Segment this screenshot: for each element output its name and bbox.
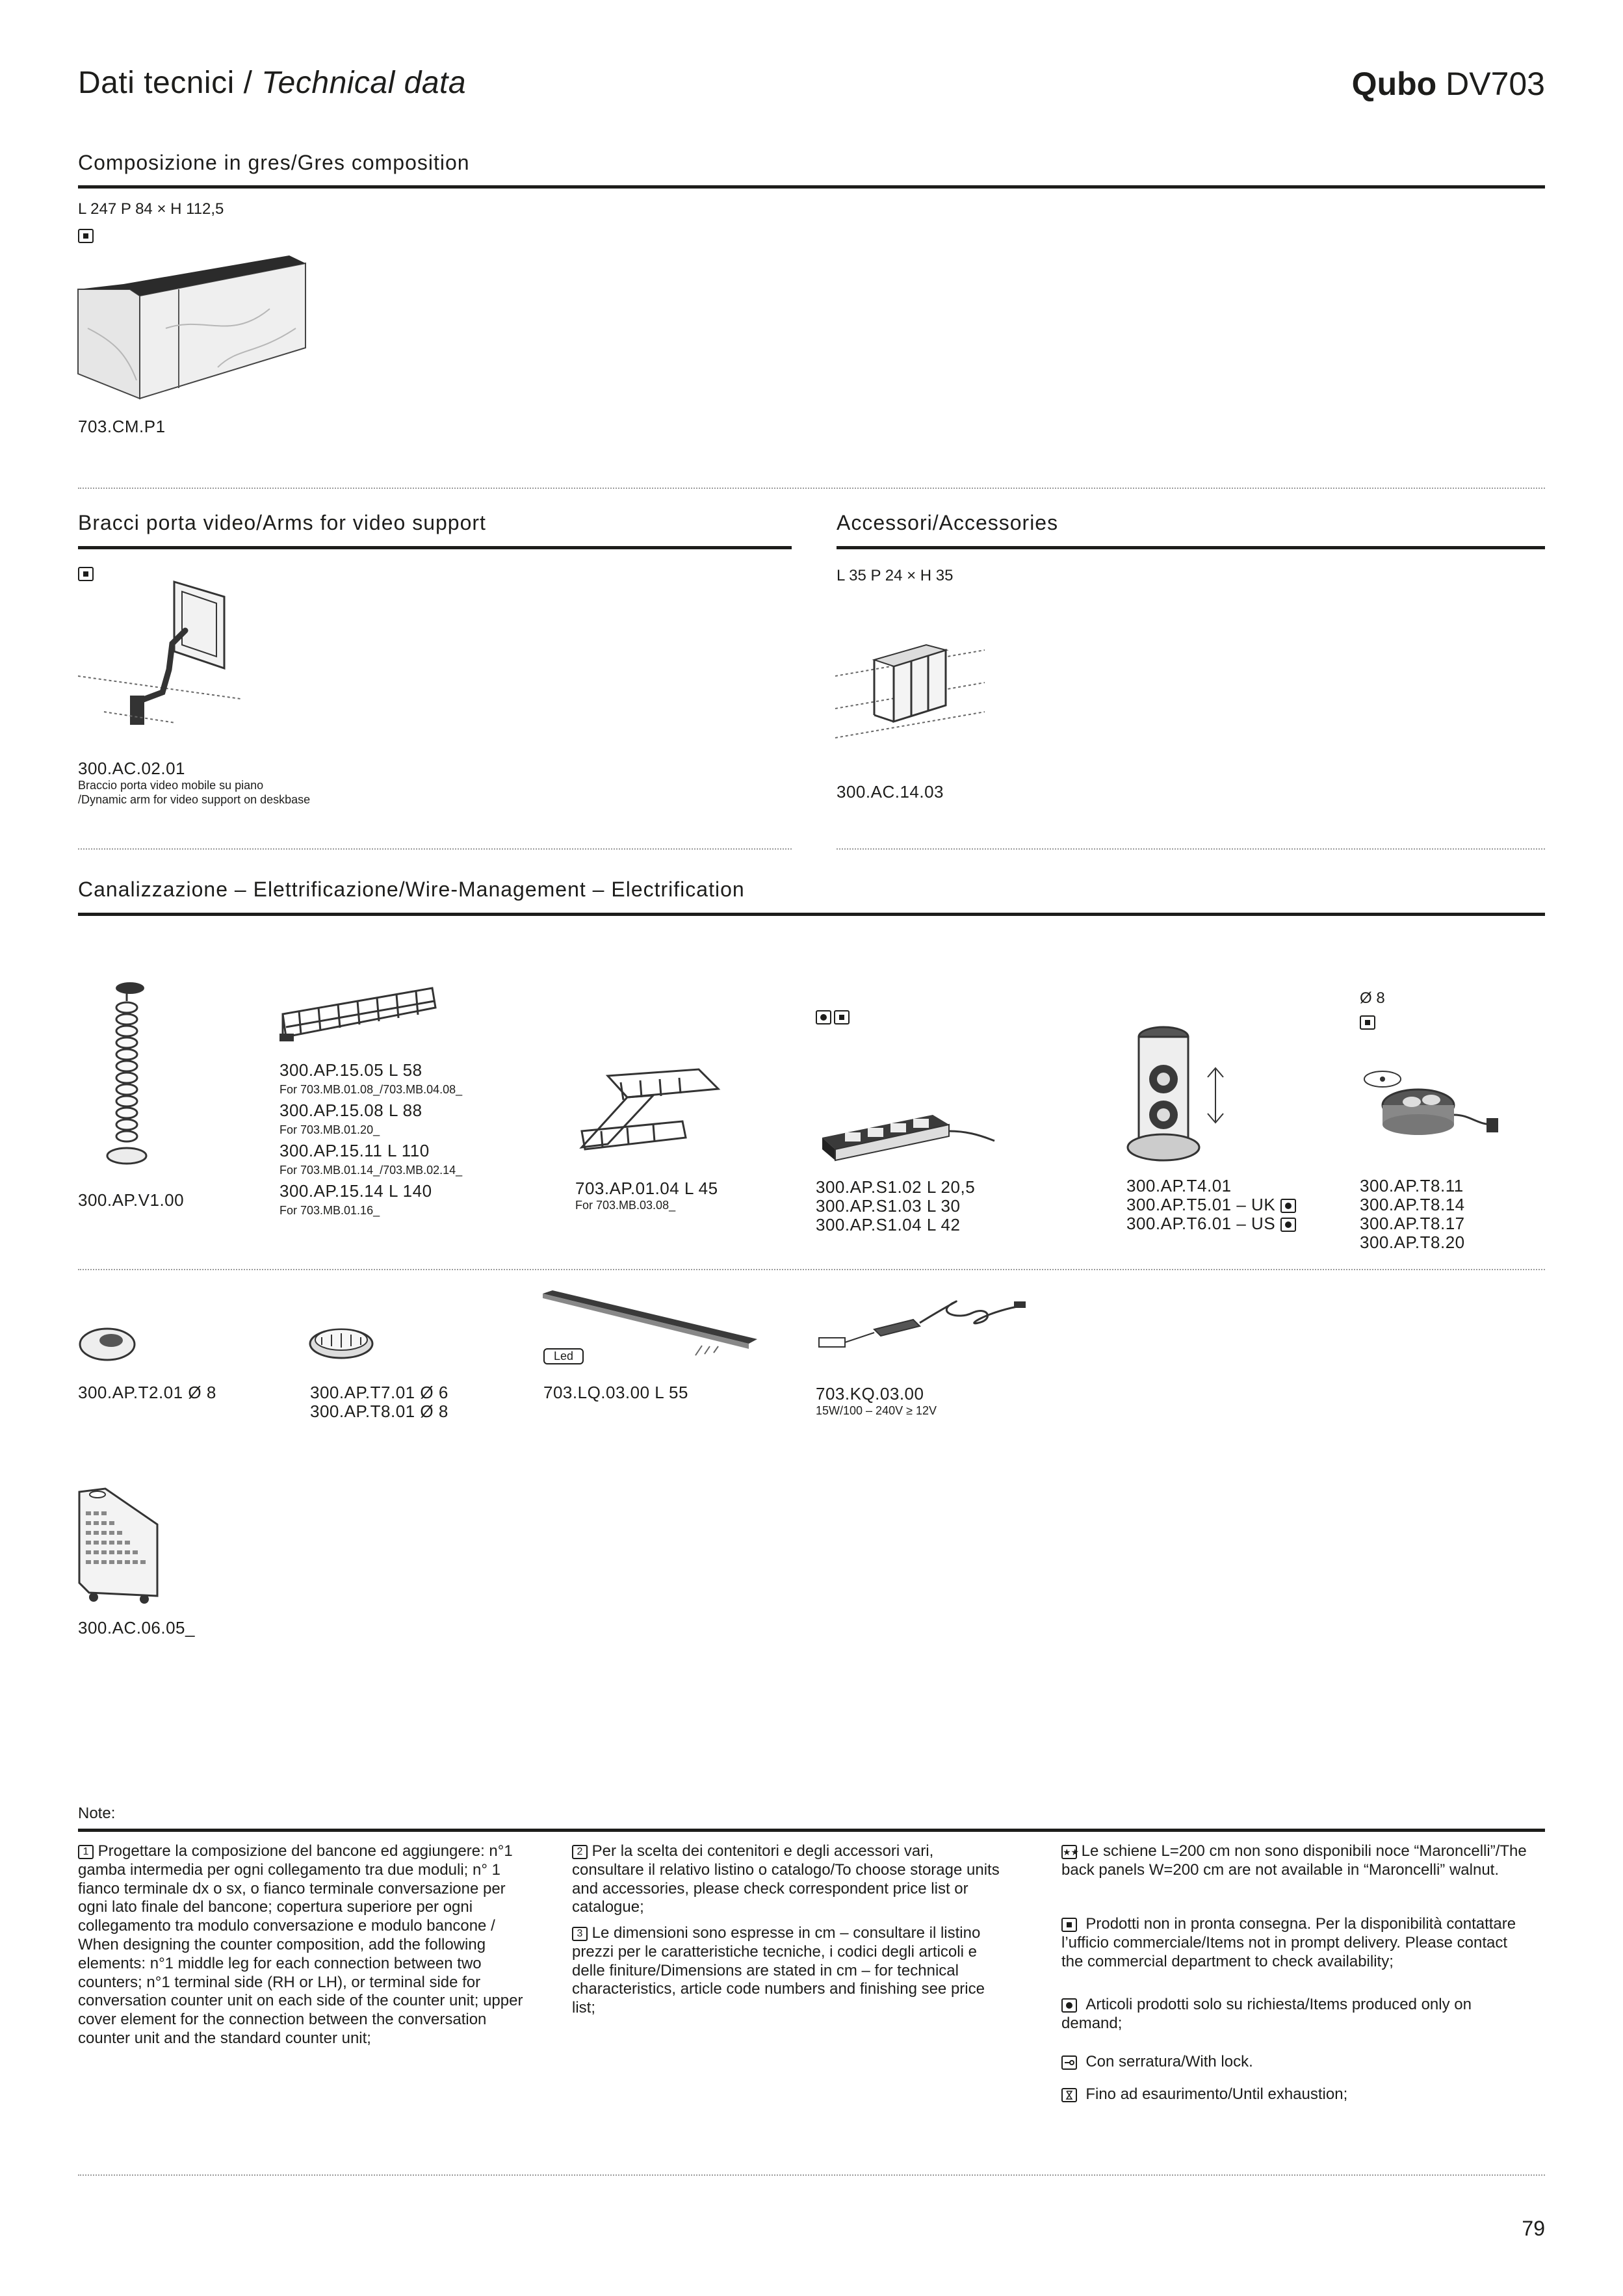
availability-icons xyxy=(816,1010,850,1024)
cpu-stand-illustration xyxy=(73,1485,164,1609)
tray-code: 300.AP.15.08 L 88 xyxy=(279,1101,422,1120)
brand-model xyxy=(1352,65,1545,103)
led-driver-code: 703.KQ.03.00 xyxy=(816,1384,924,1403)
corner-tray-illustration xyxy=(569,1060,728,1164)
round-socket-codes xyxy=(1360,1177,1465,1252)
note-stars-text: Le schiene L=200 cm non sono disponibili noce “Maroncelli”/The back panels W=200 cm are not available in “Maroncelli” walnut. xyxy=(1061,1842,1527,1879)
title-italian: Dati tecnici / xyxy=(78,66,253,100)
page-number: 79 xyxy=(1522,2217,1545,2240)
arm-code: 300.AC.02.01 xyxy=(78,759,186,778)
note-2-icon: 2 xyxy=(572,1845,588,1859)
tray-compatibility: For 703.MB.01.20_ xyxy=(279,1123,380,1136)
tray-code: 300.AP.15.14 L 140 xyxy=(279,1181,432,1201)
wire-section-rule xyxy=(78,913,1545,916)
gres-dimensions: L 247 P 84 × H 112,5 xyxy=(78,200,224,218)
tray-compatibility: For 703.MB.01.14_/703.MB.02.14_ xyxy=(279,1164,463,1177)
accessories-code: 300.AC.14.03 xyxy=(837,782,944,802)
accessories-dimensions: L 35 P 24 × H 35 xyxy=(837,567,954,584)
divider xyxy=(78,2174,1545,2176)
popup-socket-code: 300.AP.T4.01 xyxy=(1126,1176,1232,1195)
note-lock-text: Con serratura/With lock. xyxy=(1085,2053,1253,2070)
power-strip-code: 300.AP.S1.02 L 20,5 xyxy=(816,1177,976,1197)
popup-socket-illustration xyxy=(1124,1024,1235,1173)
tray-code: 300.AP.15.05 L 58 xyxy=(279,1060,422,1080)
tray-compatibility: For 703.MB.01.16_ xyxy=(279,1204,380,1217)
hourglass-icon xyxy=(1061,2088,1077,2102)
grommet-illustration xyxy=(75,1320,140,1365)
accessories-section-rule xyxy=(837,546,1545,549)
note-stars xyxy=(1061,1842,1529,1880)
gres-code: 703.CM.P1 xyxy=(78,417,166,436)
accessories-section-title: Accessori/Accessories xyxy=(837,511,1059,534)
note-3-text: Le dimensioni sono espresse in cm – consultare il listino prezzi per le caratteristiche tecniche, i codici degli articoli e delle finiture/Dimensions are stated in cm – for technical characteristics, article code numbers and finishing see price list; xyxy=(572,1924,985,2017)
led-badge: Led xyxy=(543,1348,584,1364)
popup-socket-code: 300.AP.T5.01 – UK xyxy=(1126,1195,1296,1214)
round-socket-illustration xyxy=(1360,1053,1503,1144)
note-2 xyxy=(572,1842,1007,1917)
stars-icon: ★★ xyxy=(1061,1845,1077,1859)
on-demand-icon xyxy=(816,1010,831,1024)
not-in-stock-icon xyxy=(1061,1918,1077,1932)
led-driver-spec: 15W/100 – 240V ≥ 12V xyxy=(816,1404,937,1417)
cpu-stand-code: 300.AC.06.05_ xyxy=(78,1618,195,1637)
round-socket-code: 300.AP.T8.17 xyxy=(1360,1214,1465,1234)
storage-box-illustration xyxy=(835,637,991,748)
round-grommet-code: 300.AP.T8.01 Ø 8 xyxy=(310,1402,448,1422)
power-strip-illustration xyxy=(816,1099,998,1170)
note-exhaustion-text: Fino ad esaurimento/Until exhaustion; xyxy=(1085,2085,1348,2103)
popup-socket-code: 300.AP.T6.01 – US xyxy=(1126,1214,1296,1233)
gres-section-rule xyxy=(78,185,1545,189)
note-on-demand xyxy=(1061,1996,1516,2033)
round-socket-code: 300.AP.T8.14 xyxy=(1360,1195,1465,1215)
grommet-code: 300.AP.T2.01 Ø 8 xyxy=(78,1383,216,1402)
round-grommet-code: 300.AP.T7.01 Ø 6 xyxy=(310,1383,448,1402)
on-demand-icon xyxy=(1061,1998,1077,2013)
divider xyxy=(78,848,792,850)
cable-tray-illustration xyxy=(279,978,442,1050)
note-1 xyxy=(78,1842,533,2048)
note-on-demand-text: Articoli prodotti solo su richiesta/Items produced only on demand; xyxy=(1061,1996,1472,2032)
on-demand-icon xyxy=(1280,1199,1296,1213)
wire-section-title: Canalizzazione – Elettrificazione/Wire-Management – Electrification xyxy=(78,878,745,901)
tray-compatibility: For 703.MB.01.08_/703.MB.04.08_ xyxy=(279,1083,463,1096)
brand-name: Qubo xyxy=(1351,66,1437,102)
divider xyxy=(78,1269,1545,1270)
note-not-in-stock xyxy=(1061,1915,1516,1971)
corner-tray-compatibility: For 703.MB.03.08_ xyxy=(575,1199,676,1212)
note-3-icon: 3 xyxy=(572,1927,588,1941)
arm-description-en: /Dynamic arm for video support on deskbase xyxy=(78,793,311,806)
arm-description-it: Braccio porta video mobile su piano xyxy=(78,779,264,792)
tray-code: 300.AP.15.11 L 110 xyxy=(279,1141,430,1160)
spine-code: 300.AP.V1.00 xyxy=(78,1190,185,1210)
not-in-stock-icon xyxy=(834,1010,850,1024)
model-name: DV703 xyxy=(1446,66,1545,102)
gres-section-title: Composizione in gres/Gres composition xyxy=(78,151,470,174)
note-exhaustion xyxy=(1061,2085,1516,2104)
round-grommet-illustration xyxy=(305,1323,377,1362)
lock-icon xyxy=(1061,2055,1077,2070)
power-strip-codes xyxy=(816,1178,975,1234)
arms-section-title: Bracci porta video/Arms for video support xyxy=(78,511,486,534)
not-in-stock-icon xyxy=(1360,1015,1375,1030)
note-2-text: Per la scelta dei contenitori e degli accessori vari, consultare il relativo listino o catalogo/To choose storage units and accessories, please check correspondent price list or catalogue; xyxy=(572,1842,1000,1916)
on-demand-icon xyxy=(1280,1218,1296,1232)
led-bar-code: 703.LQ.03.00 L 55 xyxy=(543,1383,688,1402)
power-strip-code: 300.AP.S1.03 L 30 xyxy=(816,1196,961,1216)
divider xyxy=(837,848,1545,850)
not-in-stock-icon xyxy=(78,229,94,243)
gres-counter-illustration xyxy=(75,250,315,400)
notes-label: Note: xyxy=(78,1805,116,1822)
round-socket-code: 300.AP.T8.11 xyxy=(1360,1176,1464,1195)
diameter-label: Ø 8 xyxy=(1360,989,1385,1007)
round-socket-code: 300.AP.T8.20 xyxy=(1360,1233,1465,1253)
arms-section-rule xyxy=(78,546,792,549)
round-grommet-codes xyxy=(310,1383,448,1421)
title-english: Technical data xyxy=(261,66,467,100)
notes-rule xyxy=(78,1829,1545,1832)
note-1-icon: 1 xyxy=(78,1845,94,1859)
popup-socket-codes xyxy=(1126,1177,1296,1233)
note-3 xyxy=(572,1924,1007,2018)
cable-spine-illustration xyxy=(104,982,149,1167)
note-1-text: Progettare la composizione del bancone ed aggiungere: n°1 gamba intermedia per ogni collegamento tra due moduli; n° 1 fianco terminale dx o sx, o fianco terminale conversazione per ogni lato finale del bancone; copertura superiore per ogni collegamento tra modulo conversazione e modulo bancone / When designing the counter composition, add the following elements: n°1 middle leg for each connection between two counters; n°1 terminal side (RH or LH), or terminal side for conversation counter unit on each side of the counter unit; upper cover element for the connection between the conversation counter unit and the standard counter unit; xyxy=(78,1842,523,2047)
divider xyxy=(78,488,1545,489)
page-title xyxy=(78,65,466,101)
led-driver-illustration xyxy=(816,1294,1030,1362)
video-arm-illustration xyxy=(78,579,286,735)
note-lock xyxy=(1061,2053,1516,2072)
note-not-in-stock-text: Prodotti non in pronta consegna. Per la disponibilità contattare l’ufficio commerciale/Items not in prompt delivery. Please contact the commercial department to check availability; xyxy=(1061,1915,1516,1970)
corner-tray-code: 703.AP.01.04 L 45 xyxy=(575,1179,718,1198)
power-strip-code: 300.AP.S1.04 L 42 xyxy=(816,1215,961,1235)
